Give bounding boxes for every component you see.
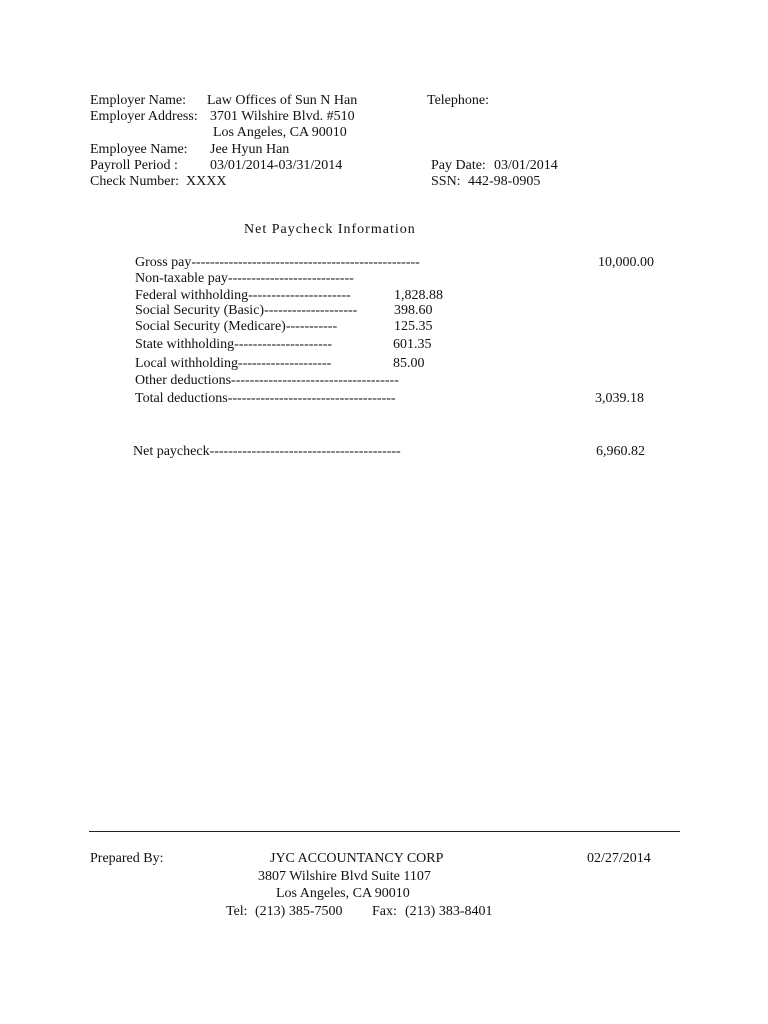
employer-name: Law Offices of Sun N Han bbox=[207, 93, 358, 108]
footer-divider bbox=[89, 831, 680, 832]
non-taxable-pay-label: Non-taxable pay--------------------------- bbox=[135, 271, 354, 286]
company-name: JYC ACCOUNTANCY CORP bbox=[270, 851, 444, 866]
prepared-date: 02/27/2014 bbox=[587, 851, 651, 866]
gross-pay-total: 10,000.00 bbox=[598, 255, 654, 270]
tel-label: Tel: bbox=[226, 904, 248, 919]
pay-date: 03/01/2014 bbox=[494, 158, 558, 173]
state-withholding-amount: 601.35 bbox=[393, 337, 432, 352]
local-withholding-amount: 85.00 bbox=[393, 356, 425, 371]
net-paycheck-total: 6,960.82 bbox=[596, 444, 645, 459]
company-address-line2: Los Angeles, CA 90010 bbox=[276, 886, 410, 901]
employee-name: Jee Hyun Han bbox=[210, 142, 290, 157]
fax-number: (213) 383-8401 bbox=[405, 904, 493, 919]
prepared-by-label: Prepared By: bbox=[90, 851, 164, 866]
employer-address-line2: Los Angeles, CA 90010 bbox=[213, 125, 347, 140]
employer-name-label: Employer Name: bbox=[90, 93, 187, 108]
section-title: Net Paycheck Information bbox=[244, 222, 416, 237]
state-withholding-label: State withholding--------------------- bbox=[135, 337, 333, 352]
pay-date-label: Pay Date: bbox=[431, 158, 486, 173]
total-deductions-total: 3,039.18 bbox=[595, 391, 644, 406]
local-withholding-label: Local withholding-------------------- bbox=[135, 356, 332, 371]
federal-withholding-amount: 1,828.88 bbox=[394, 288, 443, 303]
federal-withholding-label: Federal withholding---------------------- bbox=[135, 288, 351, 303]
employer-address-line1: 3701 Wilshire Blvd. #510 bbox=[210, 109, 355, 124]
ssn-label: SSN: bbox=[431, 174, 461, 189]
ss-medicare-amount: 125.35 bbox=[394, 319, 433, 334]
company-address-line1: 3807 Wilshire Blvd Suite 1107 bbox=[258, 869, 431, 884]
employer-address-label: Employer Address: bbox=[90, 109, 198, 124]
ssn: 442-98-0905 bbox=[468, 174, 541, 189]
telephone-label: Telephone: bbox=[427, 93, 489, 108]
ss-basic-label: Social Security (Basic)-------------------- bbox=[135, 303, 358, 318]
payroll-period: 03/01/2014-03/31/2014 bbox=[210, 158, 343, 173]
total-deductions-label: Total deductions------------------------------------ bbox=[135, 391, 396, 406]
check-number-label: Check Number: bbox=[90, 174, 180, 189]
ss-basic-amount: 398.60 bbox=[394, 303, 433, 318]
tel-number: (213) 385-7500 bbox=[255, 904, 343, 919]
check-number: XXXX bbox=[186, 174, 227, 189]
net-paycheck-label: Net paycheck----------------------------------------- bbox=[133, 444, 401, 459]
ss-medicare-label: Social Security (Medicare)----------- bbox=[135, 319, 338, 334]
fax-label: Fax: bbox=[372, 904, 397, 919]
other-deductions-label: Other deductions------------------------------------ bbox=[135, 373, 399, 388]
gross-pay-label: Gross pay------------------------------------------------- bbox=[135, 255, 420, 270]
employee-name-label: Employee Name: bbox=[90, 142, 188, 157]
payroll-period-label: Payroll Period : bbox=[90, 158, 178, 173]
